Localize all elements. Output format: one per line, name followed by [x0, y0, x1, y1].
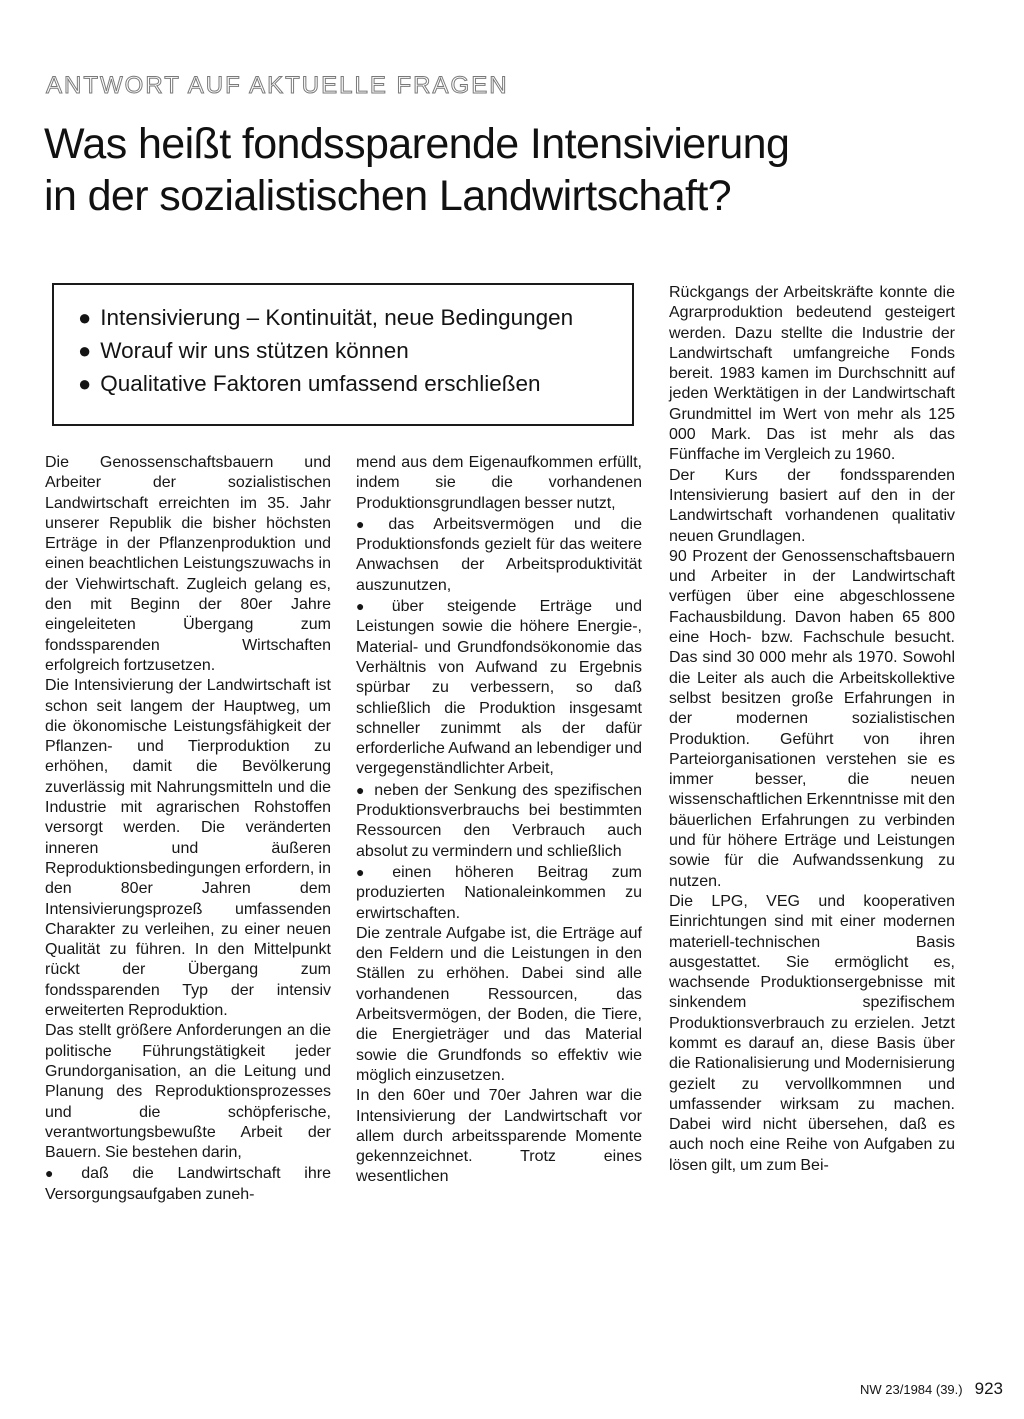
summary-item-text: Worauf wir uns stützen können	[100, 338, 409, 363]
bullet-paragraph: ● neben der Senkung des spezifischen Produktionsverbrauchs bei bestimmten Ressourcen den Verbrauch auch absolut zu vermindern und schließlich	[356, 780, 642, 862]
issue-reference: NW 23/1984 (39.)	[860, 1382, 963, 1397]
bullet-paragraph: ● über steigende Erträge und Leistungen sowie die höhere Energie-, Material- und Grundfondsökonomie das Verhältnis von Aufwand zu Ergebnis spürbar zu verbessern, so daß schließlich die Produktion insgesamt schneller zunimmt als der dafür erforderliche Aufwand an lebendiger und vergegenständlichter Arbeit,	[356, 596, 642, 780]
summary-item	[78, 301, 632, 334]
bullet-icon: ●	[78, 371, 92, 396]
summary-box	[52, 283, 634, 426]
paragraph: Das stellt größere Anforderungen an die politische Führungstätigkeit jeder Grundorganisation, an die Leitung und Planung des Reproduktionsprozesses und die schöpferische, verantwortungsbewußte Arbeit der Bauern. Sie bestehen darin,	[45, 1022, 331, 1162]
paragraph: In den 60er und 70er Jahren war die Intensivierung der Landwirtschaft vor allem durch arbeitssparende Momente gekennzeichnet. Trotz eines wesentlichen	[356, 1087, 642, 1186]
summary-item	[78, 334, 632, 367]
page-footer	[860, 1379, 1003, 1399]
paragraph: mend aus dem Eigenaufkommen erfüllt, indem sie die vorhandenen Produktionsgrundlagen besser nutzt,	[356, 454, 642, 512]
article-title-line-1: Was heißt fondssparende Intensivierung	[44, 120, 790, 168]
page-number: 923	[974, 1379, 1003, 1398]
bullet-paragraph: ● daß die Landwirtschaft ihre Versorgungsaufgaben zuneh-	[45, 1163, 331, 1205]
summary-item	[78, 367, 632, 400]
section-kicker: ANTWORT AUF AKTUELLE FRAGEN	[46, 72, 509, 99]
summary-item-text: Qualitative Faktoren umfassend erschließen	[100, 371, 541, 396]
paragraph: Die Intensivierung der Landwirtschaft ist schon seit langem der Hauptweg, um die ökonomische Leistungsfähigkeit der Pflanzen- und Tierproduktion zu erhöhen, damit die Bevölkerung zuverlässig mit Nahrungsmitteln und die Industrie mit agrarischen Rohstoffen versorgt werden. Die veränderten inneren und äußeren Reproduktionsbedingungen erfordern, in den 80er Jahren dem Intensivierungsprozeß umfassenden Charakter zu verleihen, zu einer neuen Qualität zu führen. In den Mittelpunkt rückt der Übergang zum fondssparenden Typ der intensiv erweiterten Reproduktion.	[45, 677, 331, 1020]
article-title-line-2: in der sozialistischen Landwirtschaft?	[44, 172, 732, 220]
bullet-paragraph: ● einen höheren Beitrag zum produzierten Nationaleinkommen zu erwirtschaften.	[356, 862, 642, 924]
paragraph: Der Kurs der fondssparenden Intensivierung basiert auf den in der Landwirtschaft vorhandenen qualitativ neuen Grundlagen.	[669, 466, 955, 545]
paragraph: Rückgangs der Arbeitskräfte konnte die Agrarproduktion bedeutend gesteigert werden. Dazu stellte die Industrie der Landwirtschaft umfangreiche Fonds bereit. 1983 kamen im Durchschnitt auf jeden Werktätigen in der Landwirtschaft Grundmittel im Wert von mehr als 125 000 Mark. Das ist mehr als das Fünffache im Vergleich zu 1960.	[669, 284, 955, 464]
bullet-paragraph: ● das Arbeitsvermögen und die Produktionsfonds gezielt für das weitere Anwachsen der Arbeitsproduktivität auszunutzen,	[356, 514, 642, 596]
text-column-2	[356, 453, 642, 1188]
paragraph: Die LPG, VEG und kooperativen Einrichtungen sind mit einer modernen materiell-technischen Basis ausgestattet. Sie ermöglicht es, wachsende Produktionsergebnisse mit sinkendem spezifischem Produktionsverbrauch zu erzielen. Jetzt kommt es darauf an, diese Basis über die Rationalisierung und Modernisierung gezielt zu vervollkommnen und umfassender wirksam zu machen. Dabei wird nicht übersehen, daß es auch noch eine Reihe von Aufgaben zu lösen gilt, um zum Bei-	[669, 892, 955, 1174]
bullet-icon: ●	[78, 305, 92, 330]
bullet-icon: ●	[78, 338, 92, 363]
paragraph: Die Genossenschaftsbauern und Arbeiter der sozialistischen Landwirtschaft erreichten im 35. Jahr unserer Republik die bisher höchsten Erträge in der Pflanzenproduktion und einen beachtlichen Leistungszuwachs in der Viehwirtschaft. Zugleich gelang es, den mit Beginn der 80er Jahre eingeleiteten Übergang zum fondssparenden Wirtschaften erfolgreich fortzusetzen.	[45, 454, 331, 674]
text-column-3	[669, 283, 955, 1176]
article-title	[44, 118, 974, 222]
paragraph: Die zentrale Aufgabe ist, die Erträge auf den Feldern und die Leistungen in den Ställen zu erhöhen. Dabei sind alle vorhandenen Ressourcen, das Arbeitsvermögen, der Boden, die Tiere, die Energieträger und das Material sowie die Grundfonds so effektiv wie möglich einzusetzen.	[356, 924, 642, 1084]
paragraph: 90 Prozent der Genossenschaftsbauern und Arbeiter in der Landwirtschaft verfügen über eine abgeschlossene Fachausbildung. Davon haben 65 800 eine Hoch- bzw. Fachschule besucht. Das sind 30 000 mehr als 1970. Sowohl die Leiter als auch die Arbeitskollektive selbst besitzen große Erfahrungen in der modernen sozialistischen Produktion. Geführt von ihren Parteiorganisationen verstehen sie es immer besser, die neuen wissenschaftlichen Erkenntnisse mit den bäuerlichen Erfahrungen zu verbinden und für höhere Erträge und Leistungen sowie für die Aufwandssenkung zu nutzen.	[669, 547, 955, 890]
text-column-1	[45, 453, 331, 1205]
summary-item-text: Intensivierung – Kontinuität, neue Bedingungen	[100, 305, 574, 330]
